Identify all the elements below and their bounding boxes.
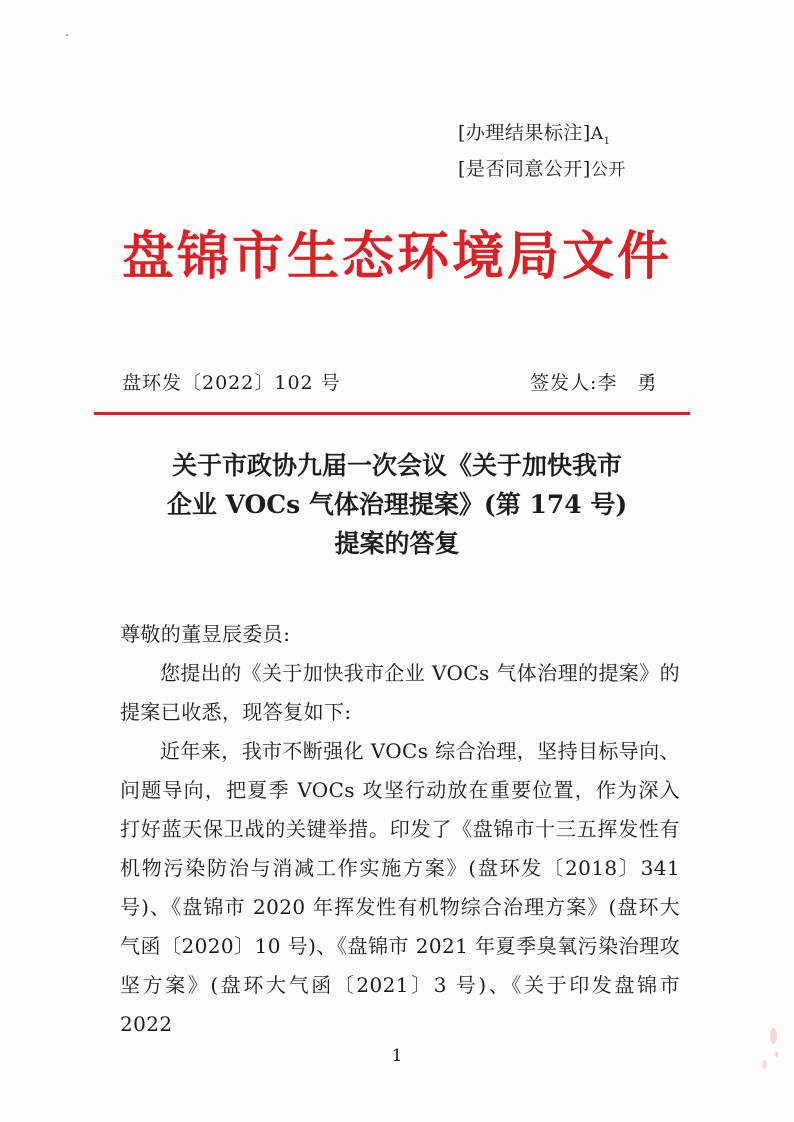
scan-speck	[762, 1060, 767, 1069]
document-signer: 签发人:李 勇	[530, 372, 658, 394]
public-consent-label: [是否同意公开]	[458, 158, 591, 180]
public-consent-value: 公开	[590, 160, 626, 180]
title-line-1: 关于市政协九届一次会议《关于加快我市	[171, 451, 622, 480]
title-line-3: 提案的答复	[334, 529, 460, 558]
body-paragraph-1: 您提出的《关于加快我市企业 VOCs 气体治理的提案》的提案已收悉，现答复如下:	[120, 661, 680, 724]
document-body	[120, 615, 680, 1044]
scan-speck	[66, 34, 68, 36]
salutation: 尊敬的董昱辰委员:	[120, 622, 291, 646]
page-number: 1	[391, 1046, 403, 1066]
title-line-2: 企业 VOCs 气体治理提案》(第 174 号)	[166, 490, 628, 519]
red-separator-line	[94, 412, 690, 415]
body-paragraph-2: 近年来，我市不断强化 VOCs 综合治理，坚持目标导向、问题导向，把夏季 VOCs 攻坚行动放在重要位置，作为深入打好蓝天保卫战的关键举措。印发了《盘锦市十三五挥发性有机物污染防治与消减工作实施方案》(盘环发〔2018〕341 号)、《盘锦市 2020 年挥发性有机物综合治理方案》(盘环大气函〔2020〕10 号)、《盘锦市 2021 年夏季臭氧污染治理攻坚方案》(盘环大气函〔2021〕3 号)、《关于印发盘锦市 2022	[120, 739, 680, 1036]
processing-result-subscript: 1	[603, 135, 611, 147]
public-consent-annotation	[458, 154, 626, 181]
document-number: 盘环发〔2022〕102 号	[122, 372, 341, 394]
document-masthead: 盘锦市生态环境局文件	[121, 227, 672, 287]
scan-speck	[775, 1052, 778, 1057]
processing-result-value: A	[590, 124, 604, 144]
scan-speck	[770, 1028, 777, 1044]
document-title	[60, 446, 734, 563]
processing-result-annotation	[458, 118, 610, 147]
processing-result-label: [办理结果标注]	[458, 122, 591, 144]
